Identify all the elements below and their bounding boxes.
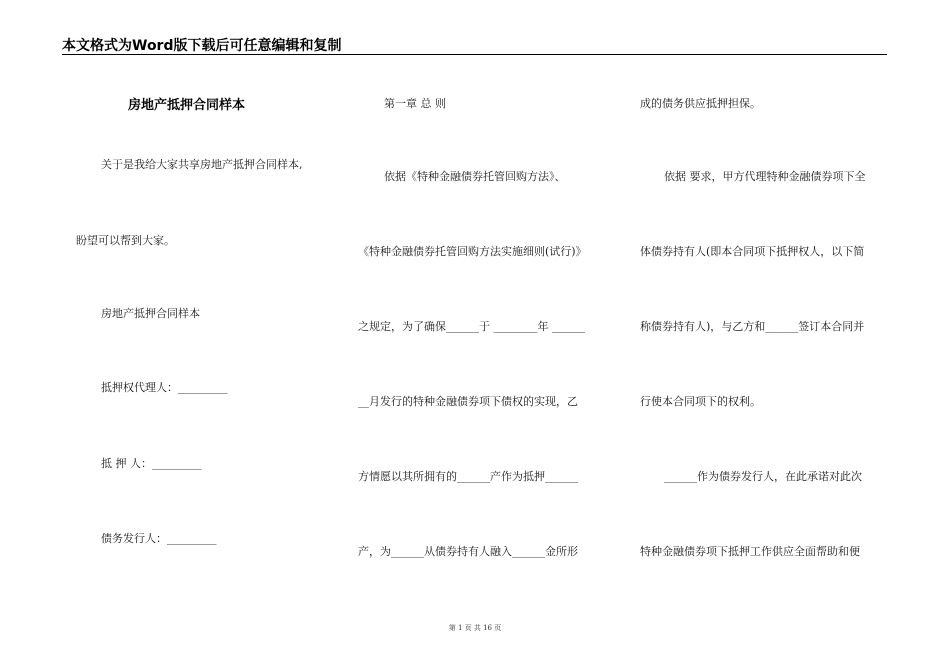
paragraph-line: 《特种金融债券托管回购方法实施细则(试行)》 (358, 245, 587, 258)
paragraph-line: 依据《特种金融债券托管回购方法》、 (384, 170, 566, 183)
header-divider (62, 54, 887, 55)
paragraph-line: 方情愿以其所拥有的______产作为抵押______ (358, 470, 578, 483)
paragraph-line: 行使本合同项下的权利。 (640, 395, 761, 408)
paragraph-line: ______作为债券发行人，在此承诺对此次 (664, 470, 862, 483)
chapter-heading: 第一章 总 则 (384, 97, 446, 110)
paragraph-line: 产，为______从债券持有人融入______金所形 (358, 545, 578, 558)
paragraph-line: 称债券持有人)，与乙方和______签订本合同并 (640, 320, 865, 333)
paragraph-line: 关于是我给大家共享房地产抵押合同样本, (101, 158, 303, 171)
paragraph-line: 盼望可以帮到大家。 (76, 234, 175, 247)
paragraph-line: 依据 要求，甲方代理特种金融债券项下全 (664, 170, 866, 183)
paragraph-line: 之规定，为了确保______于 ________年 ______ (358, 320, 585, 333)
mortgagor-field: 抵 押 人：_________ (101, 457, 202, 470)
paragraph-line: 体债券持有人(即本合同项下抵押权人，以下简 (640, 245, 865, 258)
page-number: 第 1 页 共 16 页 (448, 624, 502, 632)
paragraph-line: 特种金融债券项下抵押工作供应全面帮助和便 (640, 545, 860, 558)
issuer-field: 债务发行人：_________ (101, 532, 217, 545)
paragraph-line: 房地产抵押合同样本 (101, 307, 200, 320)
paragraph-line: 成的债务供应抵押担保。 (640, 97, 761, 110)
paragraph-line: __月发行的特种金融债券项下债权的实现，乙 (358, 395, 578, 408)
document-title: 房地产抵押合同样本 (128, 98, 246, 113)
header-title: 本文格式为Word版下载后可任意编辑和复制 (62, 38, 342, 54)
mortgagee-agent-field: 抵押权代理人：_________ (101, 381, 228, 394)
